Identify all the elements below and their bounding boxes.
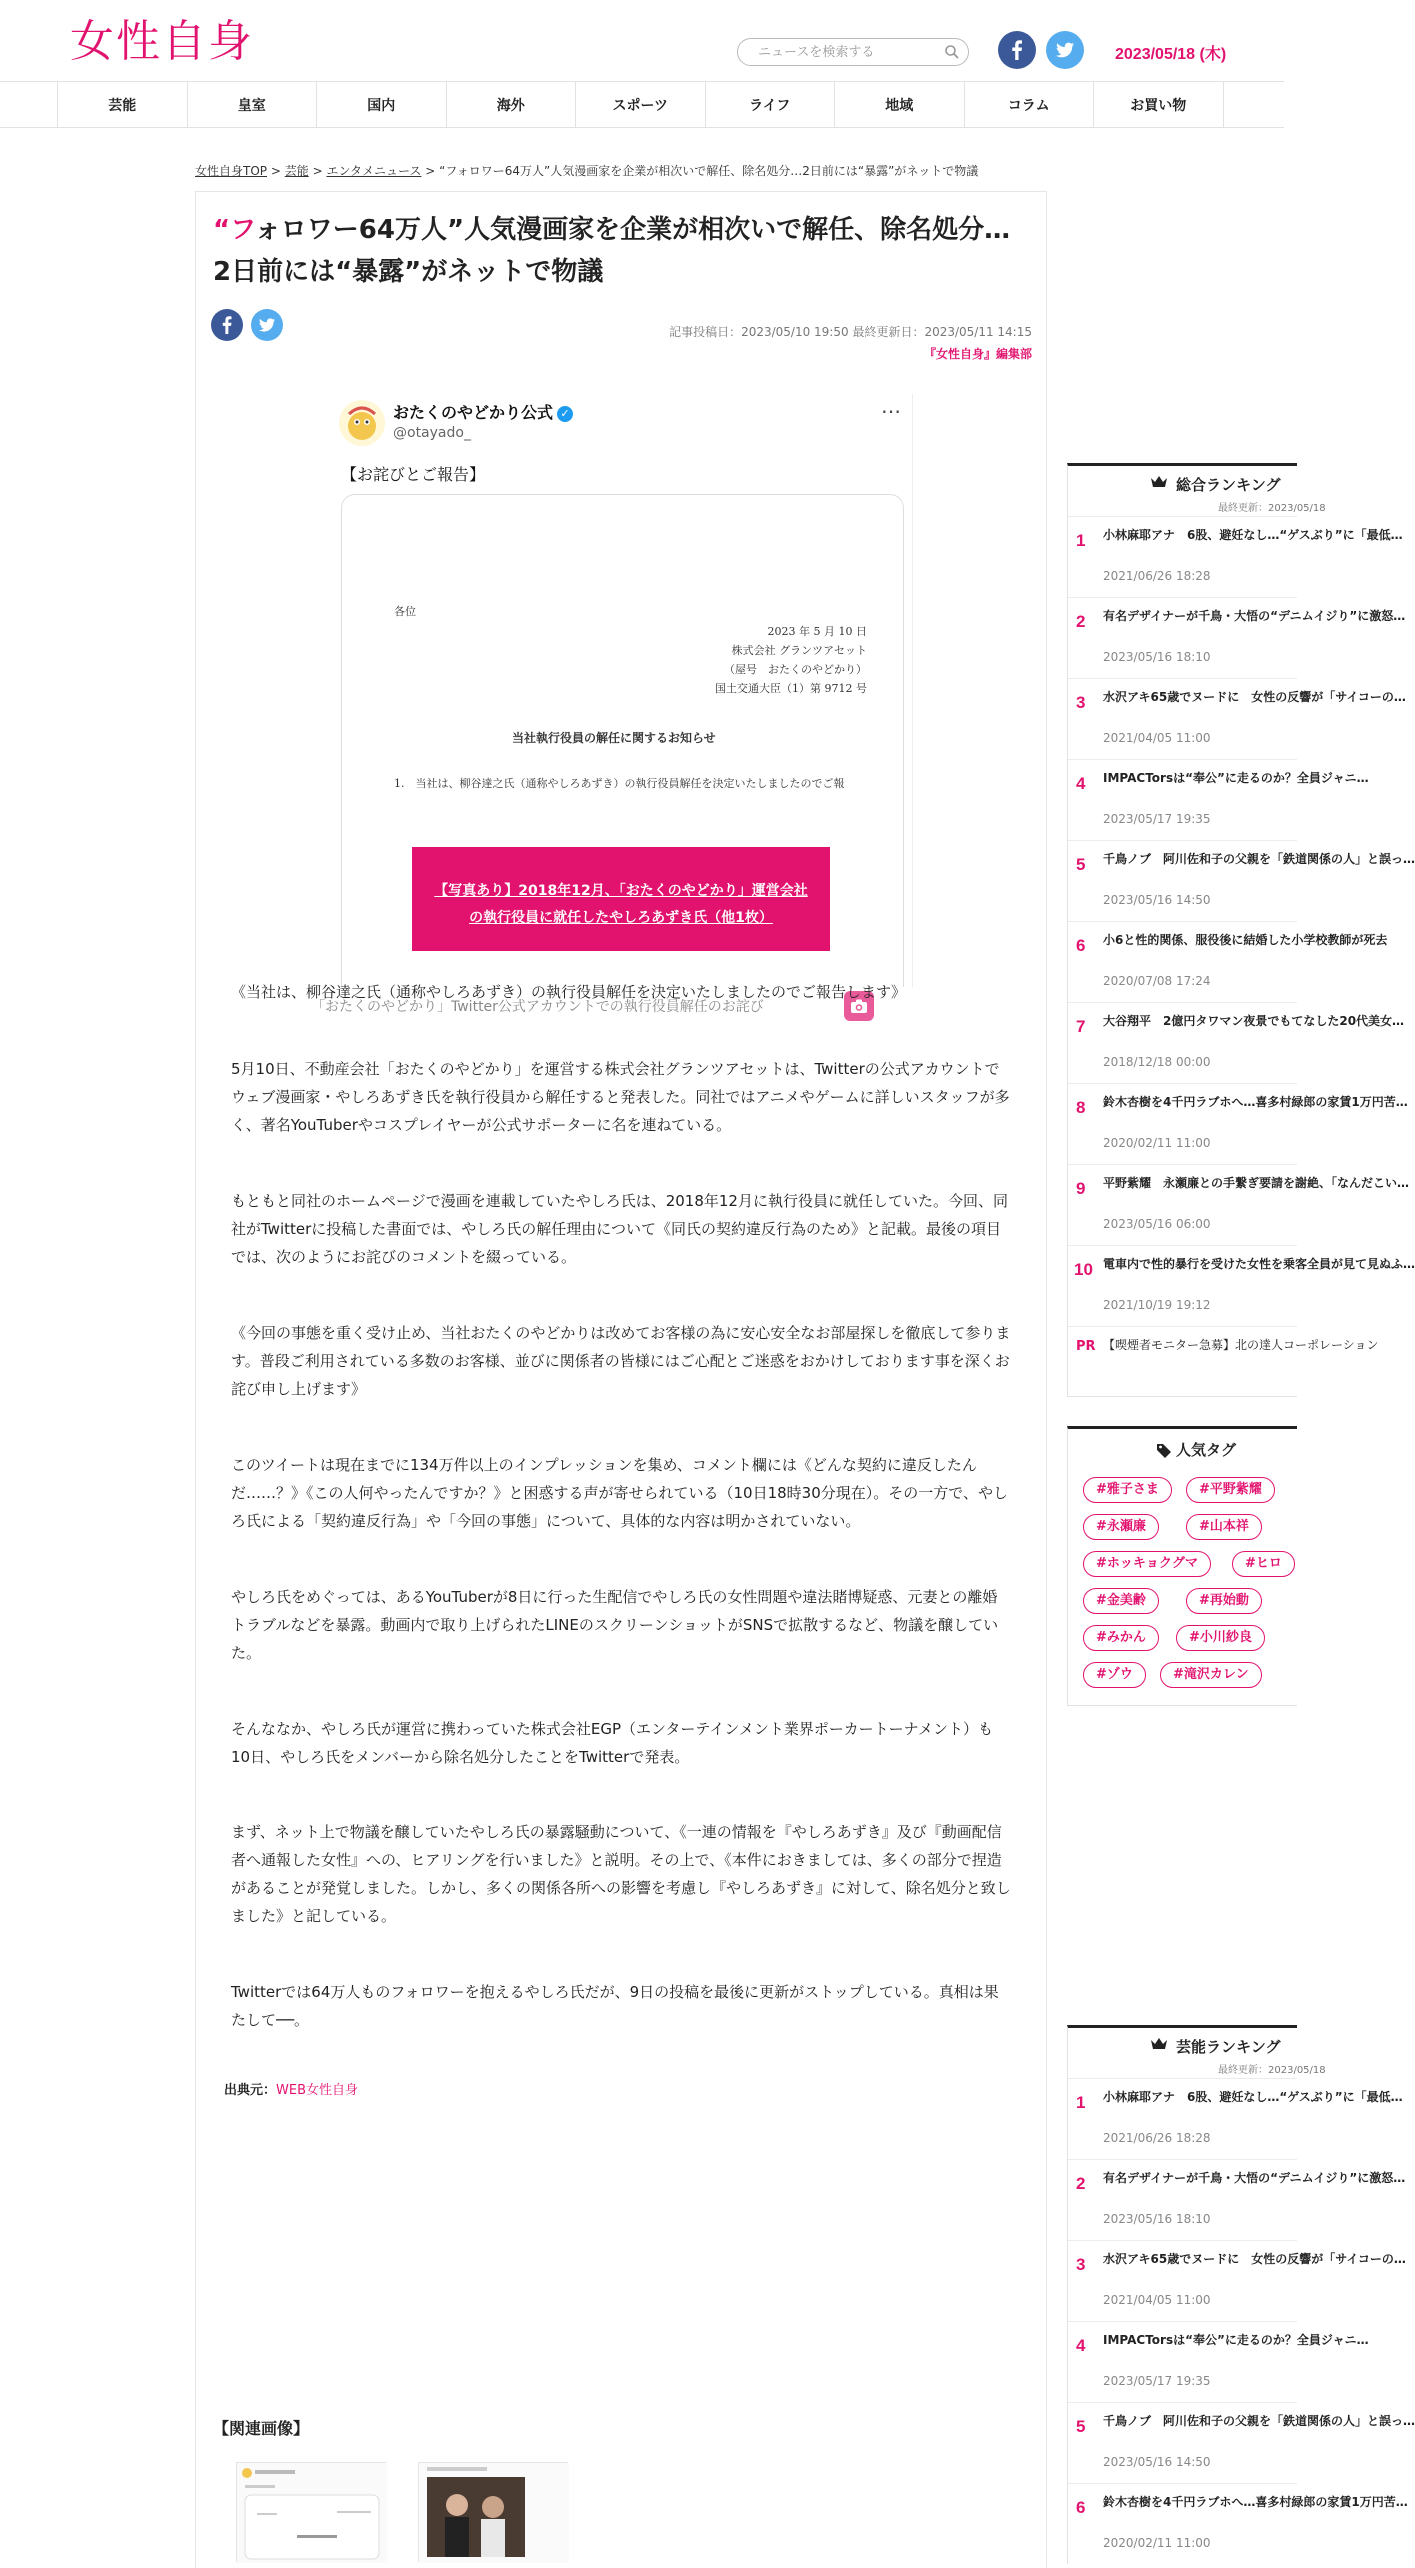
doc-item-1: 1. 当社は、柳谷達之氏（通称やしろあずき）の執行役員解任を決定いたしましたのでご報 (394, 777, 845, 790)
tag-chip[interactable]: #ホッキョクグマ (1083, 1551, 1211, 1577)
ranking-updated-text: 最終更新：2023/05/18 (1218, 2065, 1326, 2076)
article-title-text: ォロワー64万人”人気漫画家を企業が相次いで解任、除名処分…2日前には“暴露”がネットで物議 (213, 215, 1011, 287)
ranking-item[interactable] (1068, 678, 1406, 759)
ranking-item-date: 2021/10/19 19:12 (1103, 1298, 1211, 1312)
tweet-handle: @otayado_ (393, 425, 471, 441)
tag-chip[interactable]: #ゾウ (1083, 1662, 1146, 1688)
ranking-item[interactable] (1068, 2321, 1369, 2402)
popular-tags-title: 人気タグ (1176, 1441, 1237, 1459)
ranking-number: 3 (1076, 693, 1086, 712)
breadcrumb-subcategory-link[interactable]: エンタメニュース (326, 164, 422, 178)
ranking-item[interactable] (1068, 1164, 1410, 1245)
ranking-item-date: 2023/05/16 14:50 (1103, 2455, 1211, 2469)
ranking-item-date: 2020/02/11 11:00 (1103, 1136, 1211, 1150)
ranking-item[interactable] (1068, 759, 1369, 840)
nav-item-kaigai[interactable]: 海外 (447, 82, 577, 128)
source-link[interactable]: WEB女性自身 (276, 2083, 359, 2098)
ranking-item[interactable] (1068, 2483, 1408, 2564)
doc-trade-name: （屋号 おたくのやどかり） (724, 663, 867, 676)
nav-item-koushitsu[interactable]: 皇室 (188, 82, 318, 128)
share-facebook-icon[interactable] (211, 309, 243, 341)
ranking-item-title[interactable]: 平野紫耀 永瀬廉との手繋ぎ要請を謝絶、「なんだこい… (1103, 1176, 1410, 1190)
article-title (213, 209, 1023, 293)
ranking-number: 5 (1076, 2417, 1086, 2436)
ranking-number: 3 (1076, 2255, 1086, 2274)
tag-chip[interactable]: #山本祥 (1186, 1514, 1262, 1540)
ranking-number: 10 (1074, 1260, 1093, 1279)
ranking-number: 6 (1076, 2498, 1086, 2517)
doc-recipient: 各位 (394, 605, 416, 618)
ranking-number: 4 (1076, 2336, 1086, 2355)
ranking-item-title[interactable]: 小6と性的関係、服役後に結婚した小学校教師が死去 (1103, 933, 1388, 947)
ranking-number: 9 (1076, 1179, 1086, 1198)
nav-item-kokunai[interactable]: 国内 (317, 82, 447, 128)
ranking-item[interactable] (1068, 921, 1388, 1002)
article-paragraph: 5月10日、不動産会社「おたくのやどかり」を運営する株式会社グランツアセットは、Twitterの公式アカウントでウェブ漫画家・やしろあずき氏を執行役員から解任すると発表した。同社ではアニメやゲームに詳しいスタッフが多く、著名YouTuberやコスプレイヤーが公式サポーターに名を連ねている。 (231, 1060, 1010, 1134)
ranking-item-title[interactable]: 有名デザイナーが千鳥・大悟の“デニムイジり”に激怒… (1103, 609, 1406, 623)
ranking-number: 5 (1076, 855, 1086, 874)
article-editor[interactable]: 『女性自身』編集部 (923, 347, 1032, 361)
ranking-pr-item[interactable] (1068, 1326, 1379, 1396)
doc-license: 国土交通大臣（1）第 9712 号 (715, 682, 867, 695)
ranking-item[interactable] (1068, 2402, 1415, 2483)
article-main (195, 191, 1047, 2568)
tag-chip[interactable]: #ヒロ (1232, 1551, 1295, 1577)
ranking-item[interactable] (1068, 516, 1403, 597)
ranking-item-date: 2023/05/17 19:35 (1103, 812, 1211, 826)
ranking-number: 6 (1076, 936, 1086, 955)
breadcrumb-separator: > (312, 164, 323, 178)
tag-chip[interactable]: #平野紫耀 (1186, 1477, 1275, 1503)
ranking-item-title[interactable]: IMPACTorsは“奉公”に走るのか？全員ジャニ… (1103, 771, 1369, 785)
ranking-item-title[interactable]: 水沢アキ65歳でヌードに 女性の反響が「サイコーの… (1103, 2252, 1406, 2266)
article-paragraph: 《当社は、柳谷達之氏（通称やしろあずき）の執行役員解任を決定いたしましたのでご報告します》 (231, 983, 907, 1001)
breadcrumb-current: “フォロワー64万人”人気漫画家を企業が相次いで解任、除名処分…2日前には“暴露”がネットで物議 (439, 164, 979, 178)
article-paragraph: 《今回の事態を重く受け止め、当社おたくのやどかりは改めてお客様の為に安心安全なお部屋探しを徹底して参ります。普段ご利用されている多数のお客様、並びに関係者の皆様にはご心配とご迷惑をおかけしております事を深くお詫び申し上げます》 (231, 1324, 1011, 1398)
article-paragraph: まず、ネット上で物議を醸していたやしろ氏の暴露騒動について、《一連の情報を『やしろあずき』及び『動画配信者へ通報した女性』への、ヒアリングを行いました》と説明。その上で、《本件におきましては、多くの部分で捏造があることが発覚しました。しかし、多くの関係各所への影響を考慮し『やしろあずき』に対して、除名処分と致しました》と記している。 (231, 1823, 1011, 1925)
search-icon[interactable] (944, 44, 960, 60)
popular-tags (1067, 1426, 1297, 1706)
breadcrumb (195, 162, 978, 179)
ranking-item-date: 2021/04/05 11:00 (1103, 731, 1211, 745)
ranking-title: 芸能ランキング (1176, 2038, 1281, 2056)
ranking-overall (1067, 463, 1415, 1397)
article-paragraph: もともと同社のホームページで漫画を連載していたやしろ氏は、2018年12月に執行役員に就任していた。今回、同社がTwitterに投稿した書面では、やしろ氏の解任理由について《同氏の契約違反行為のため》と記載。最後の項目では、次のようにお詫びのコメントを綴っている。 (231, 1192, 1008, 1266)
ranking-item-date: 2023/05/16 18:10 (1103, 650, 1211, 664)
related-images-heading: 【関連画像】 (213, 2419, 310, 2438)
ranking-number: 4 (1076, 774, 1086, 793)
ranking-item-date: 2021/06/26 18:28 (1103, 2131, 1211, 2145)
ranking-item[interactable] (1068, 840, 1415, 921)
ranking-item-date: 2021/06/26 18:28 (1103, 569, 1211, 583)
article-timestamps: 記事投稿日：2023/05/10 19:50 最終更新日：2023/05/11 14:15 (669, 325, 1032, 339)
tag-chip[interactable]: #小川紗良 (1176, 1625, 1265, 1651)
ranking-item-title[interactable]: 大谷翔平 2億円タワマン夜景でもてなした20代美女… (1103, 1014, 1405, 1028)
ranking-updated (1068, 496, 1326, 516)
ranking-item[interactable] (1068, 2159, 1406, 2240)
site-header (0, 0, 1284, 82)
article-source (224, 2079, 358, 2098)
tag-chip[interactable]: #永瀬廉 (1083, 1514, 1159, 1540)
article-title-quote: “フ (213, 215, 255, 245)
ranking-item-title[interactable]: 電車内で性的暴行を受けた女性を乗客全員が見て見ぬふ… (1103, 1257, 1415, 1271)
related-image-thumbnail[interactable] (418, 2462, 568, 2562)
ranking-item-date: 2023/05/16 06:00 (1103, 1217, 1211, 1231)
nav-item-shopping[interactable]: お買い物 (1094, 82, 1224, 128)
tag-chip[interactable]: #みかん (1083, 1625, 1159, 1651)
breadcrumb-separator: > (425, 164, 436, 178)
ranking-item-title[interactable]: 鈴木杏樹を4千円ラブホへ…喜多村緑郎の家賃1万円苦… (1103, 1095, 1408, 1109)
ranking-item-title[interactable]: 小林麻耶アナ 6股、避妊なし…“ゲスぶり”に「最低… (1103, 2090, 1403, 2104)
breadcrumb-separator: > (270, 164, 281, 178)
ranking-header (1068, 466, 1297, 496)
header-date: 2023/05/18 (木) (1115, 46, 1227, 63)
site-logo[interactable]: 女性自身 (70, 16, 254, 67)
ranking-item-date: 2023/05/16 14:50 (1103, 893, 1211, 907)
tag-icon (1156, 1442, 1172, 1458)
breadcrumb-home-link[interactable]: 女性自身TOP (195, 164, 268, 178)
article-paragraph: やしろ氏をめぐっては、あるYouTuberが8日に行った生配信でやしろ氏の女性問題や違法賭博疑惑、元妻との離婚トラブルなどを暴露。動画内で取り上げられたLINEのスクリーンショットがSNSで拡散するなど、物議を醸していた。 (231, 1588, 999, 1662)
ranking-item-title[interactable]: 有名デザイナーが千鳥・大悟の“デニムイジり”に激怒… (1103, 2171, 1406, 2185)
ranking-number: 2 (1076, 2174, 1086, 2193)
related-image-thumbnail[interactable] (236, 2462, 386, 2562)
ranking-item-date: 2023/05/16 18:10 (1103, 2212, 1211, 2226)
ranking-number: 2 (1076, 612, 1086, 631)
global-nav (0, 82, 1284, 128)
ranking-item-title[interactable]: IMPACTorsは“奉公”に走るのか？全員ジャニ… (1103, 2333, 1369, 2347)
ranking-item[interactable] (1068, 1083, 1408, 1164)
search-input[interactable] (758, 42, 938, 62)
ranking-item-date: 2021/04/05 11:00 (1103, 2293, 1211, 2307)
tweet-account-name-text: おたくのやどかり公式 (393, 403, 554, 422)
ranking-item[interactable] (1068, 597, 1406, 678)
tag-chip[interactable]: #雅子さま (1083, 1477, 1172, 1503)
facebook-icon[interactable] (998, 31, 1036, 69)
tweet-text: 【お詫びとご報告】 (341, 465, 486, 484)
ranking-item[interactable] (1068, 2078, 1403, 2159)
verified-icon: ✓ (557, 406, 573, 422)
ranking-item-title[interactable]: 小林麻耶アナ 6股、避妊なし…“ゲスぶり”に「最低… (1103, 528, 1403, 542)
ranking-number: 8 (1076, 1098, 1086, 1117)
ranking-item-date: 2020/07/08 17:24 (1103, 974, 1211, 988)
crown-icon (1150, 2037, 1168, 2051)
more-options-icon: … (881, 394, 902, 418)
nav-item-column[interactable]: コラム (965, 82, 1095, 128)
ranking-header (1068, 2028, 1297, 2058)
tag-chip[interactable]: #再始動 (1186, 1588, 1262, 1614)
article-paragraph: このツイートは現在までに134万件以上のインプレッションを集め、コメント欄には《どんな契約に違反したんだ……？》《この人何やったんですか？》と困惑する声が寄せられている（10日18時30分現在）。その一方で、やしろ氏による「契約違反行為」や「今回の事態」について、具体的な内容は明かされていない。 (231, 1456, 1008, 1530)
article-paragraph: Twitterでは64万人ものフォロワーを抱えるやしろ氏だが、9日の投稿を最後に更新がストップしている。真相は果たして──。 (231, 1983, 999, 2029)
image-caption: 「おたくのやどかり」Twitter公式アカウントでの執行役員解任のお詫び (311, 999, 764, 1015)
ranking-item-date: 2020/02/11 11:00 (1103, 2536, 1211, 2550)
pr-badge: PR (1076, 1339, 1096, 1354)
search-box[interactable] (737, 38, 969, 66)
article-paragraph: そんななか、やしろ氏が運営に携わっていた株式会社EGP（エンターテインメント業界ポーカートーナメント）も10日、やしろ氏をメンバーから除名処分したことをTwitterで発表。 (231, 1720, 994, 1766)
ranking-number: 7 (1076, 1017, 1086, 1036)
ranking-updated-text: 最終更新：2023/05/18 (1218, 503, 1326, 514)
nav-item-geinou[interactable]: 芸能 (58, 82, 188, 128)
ranking-item-date: 2023/05/17 19:35 (1103, 2374, 1211, 2388)
ranking-item-date: 2018/12/18 00:00 (1103, 1055, 1211, 1069)
breadcrumb-category-link[interactable]: 芸能 (284, 164, 309, 178)
ranking-item[interactable] (1068, 1245, 1415, 1326)
ranking-number: 1 (1076, 2093, 1086, 2112)
pr-title[interactable]: 【喫煙者モニター急募】北の達人コーポレーション (1103, 1338, 1379, 1352)
ranking-item[interactable] (1068, 1002, 1405, 1083)
twitter-icon[interactable] (1046, 31, 1084, 69)
ranking-item-title[interactable]: 千鳥ノブ 阿川佐和子の父親を「鉄道関係の人」と誤っ… (1103, 852, 1415, 866)
tweet-account-name (393, 400, 573, 423)
nav-item-sports[interactable]: スポーツ (576, 82, 706, 128)
doc-date: 2023 年 5 月 10 日 (767, 625, 867, 638)
photo-gallery-button[interactable]: 【写真あり】2018年12月、「おたくのやどかり」運営会社の執行役員に就任したやしろあずき氏（他1枚） (412, 847, 830, 951)
ranking-title: 総合ランキング (1176, 476, 1281, 494)
nav-item-chiiki[interactable]: 地域 (835, 82, 965, 128)
ranking-item[interactable] (1068, 2240, 1406, 2321)
share-twitter-icon[interactable] (251, 309, 283, 341)
ranking-item-title[interactable]: 水沢アキ65歳でヌードに 女性の反響が「サイコーの… (1103, 690, 1406, 704)
tag-chip[interactable]: #金美齢 (1083, 1588, 1159, 1614)
doc-company: 株式会社 グランツアセット (731, 644, 867, 657)
ranking-number: 1 (1076, 531, 1086, 550)
nav-item-life[interactable]: ライフ (706, 82, 836, 128)
crown-icon (1150, 475, 1168, 489)
ranking-item-title[interactable]: 千鳥ノブ 阿川佐和子の父親を「鉄道関係の人」と誤っ… (1103, 2414, 1415, 2428)
doc-heading: 当社執行役員の解任に関するお知らせ (512, 731, 716, 745)
tweet-avatar (339, 400, 385, 446)
ranking-entertainment (1067, 2025, 1415, 2564)
ranking-item-title[interactable]: 鈴木杏樹を4千円ラブホへ…喜多村緑郎の家賃1万円苦… (1103, 2495, 1408, 2509)
source-label: 出典元： (224, 2083, 277, 2098)
ranking-updated (1068, 2058, 1326, 2078)
tag-chip[interactable]: #滝沢カレン (1160, 1662, 1262, 1688)
